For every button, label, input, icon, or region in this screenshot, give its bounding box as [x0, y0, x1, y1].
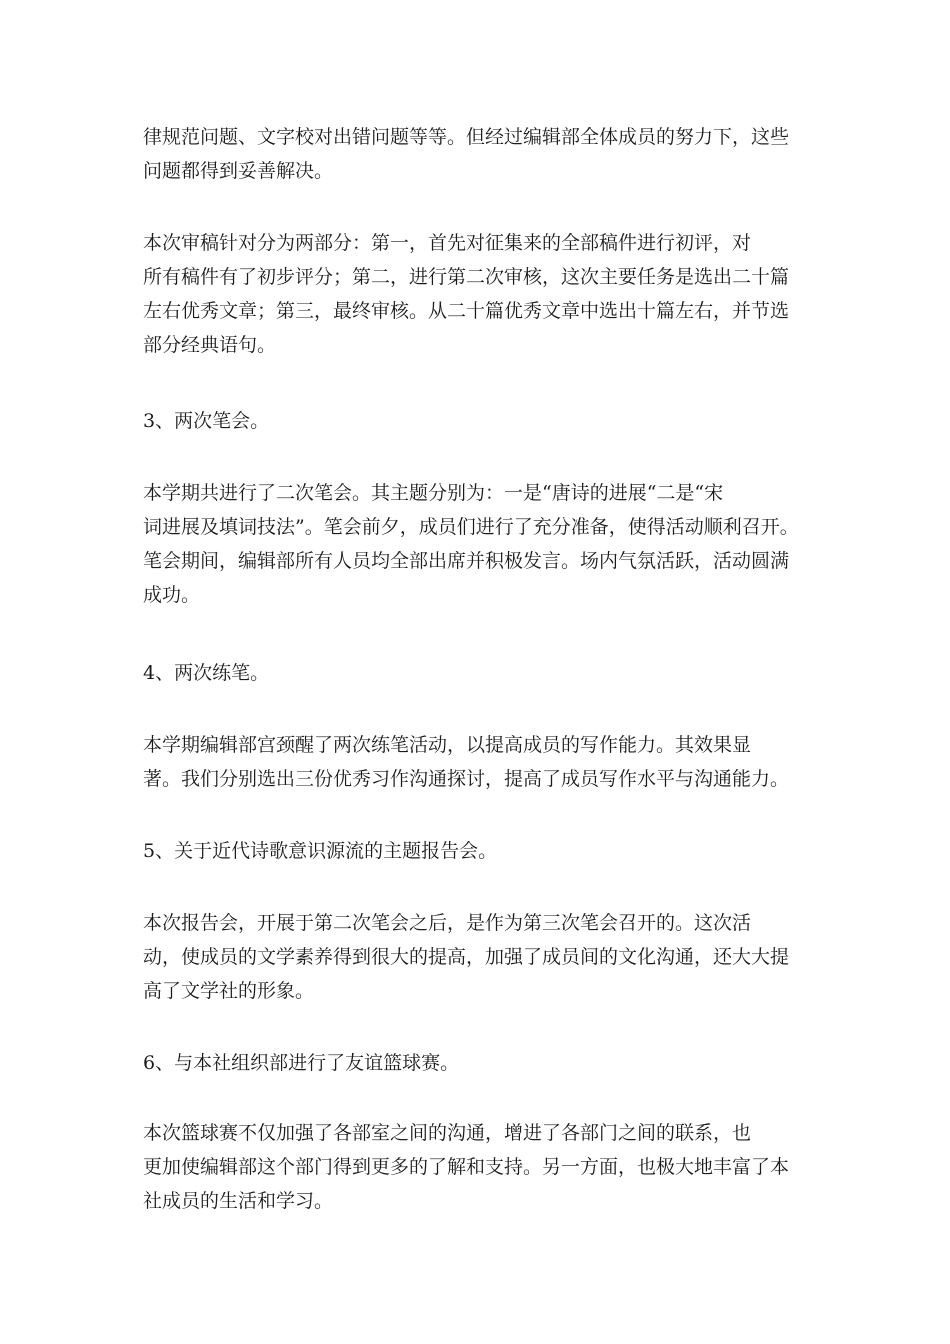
- paragraph-writing-meetings: 本学期共进行了二次笔会。其主题分别为：一是“唐诗的进展“二是“宋 词进展及填词技法”。笔会前夕，成员们进行了充分准备，使得活动顺利召开。 笔会期间，编辑部所有人员均全部出席并积极发言。场内气氛活跃，活动圆满 成功。: [143, 482, 799, 606]
- paragraph-poetry-report: 本次报告会，开展于第二次笔会之后，是作为第三次笔会召开的。这次活 动，使成员的文学素养得到很大的提高，加强了成员间的文化沟通，还大大提 高了文学社的形象。: [143, 912, 790, 1002]
- heading-poetry-report: 5、关于近代诗歌意识源流的主题报告会。: [143, 840, 498, 862]
- paragraph-review-process: 本次审稿针对分为两部分：第一，首先对征集来的全部稿件进行初评，对 所有稿件有了初步评分；第二，进行第二次审核，这次主要任务是选出二十篇 左右优秀文章；第三，最终审核。从二十篇优秀文章中选出十篇左右，并节选 部分经典语句。: [143, 232, 790, 356]
- heading-two-writing-practices: 4、两次练笔。: [143, 662, 270, 684]
- paragraph-writing-practices: 本学期编辑部宫颈醒了两次练笔活动，以提高成员的写作能力。其效果显 著。我们分别选出三份优秀习作沟通探讨，提高了成员写作水平与沟通能力。: [143, 734, 790, 790]
- paragraph-basketball-game: 本次篮球赛不仅加强了各部室之间的沟通，增进了各部门之间的联系，也 更加使编辑部这个部门得到更多的了解和支持。另一方面，也极大地丰富了本 社成员的生活和学习。: [143, 1122, 790, 1212]
- heading-basketball-game: 6、与本社组织部进行了友谊篮球赛。: [143, 1052, 460, 1074]
- paragraph-continuation: 律规范问题、文字校对出错问题等等。但经过编辑部全体成员的努力下，这些 问题都得到妥善解决。: [143, 126, 790, 182]
- heading-two-writing-meetings: 3、两次笔会。: [143, 410, 270, 432]
